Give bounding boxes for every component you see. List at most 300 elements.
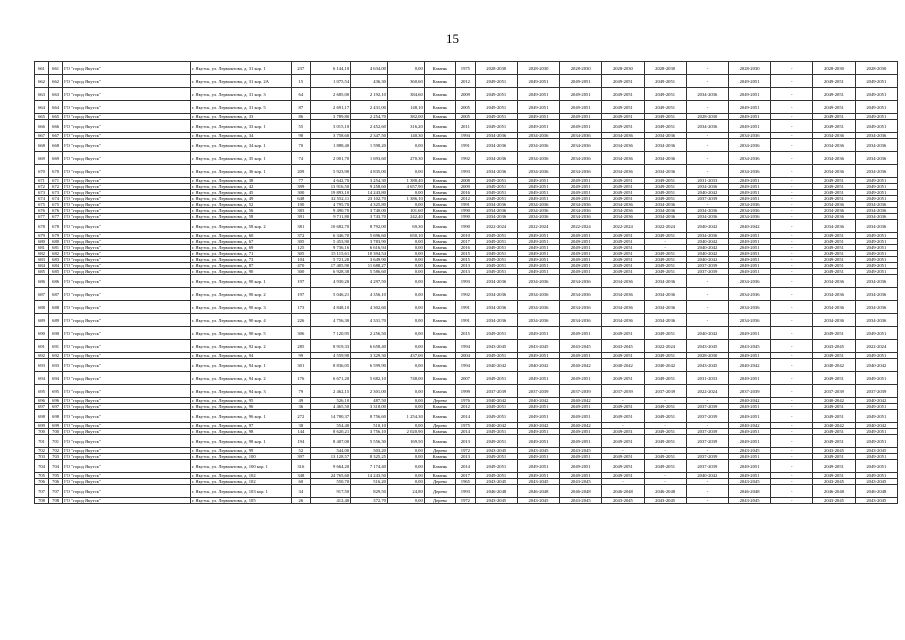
- table-cell: 2040-2042: [728, 359, 770, 372]
- table-cell: г. Якутск, ул. Лермонтова, д. 98 кор. 1: [190, 435, 291, 448]
- table-cell: 2049-2051: [475, 429, 517, 435]
- table-cell: 664: [35, 101, 49, 114]
- table-cell: 2049-2051: [855, 404, 897, 410]
- table-cell: 1991: [456, 314, 475, 327]
- table-cell: 8 836,05: [311, 359, 351, 372]
- table-cell: 2046-2048: [813, 485, 855, 498]
- table-cell: 2049-2051: [855, 353, 897, 359]
- table-cell: 24 765,60: [311, 473, 351, 479]
- table-cell: 2049-2051: [560, 372, 602, 385]
- table-cell: 695: [35, 385, 49, 398]
- table-cell: 197: [291, 288, 310, 301]
- table-cell: 2049-2051: [560, 460, 602, 473]
- table-cell: 2049-2051: [560, 473, 602, 479]
- table-cell: 0,00: [387, 139, 424, 152]
- table-cell: 69,30: [387, 220, 424, 233]
- table-cell: 2049-2051: [813, 184, 855, 190]
- table-cell: 2015: [456, 251, 475, 257]
- table-cell: 2043-2045: [855, 479, 897, 485]
- table-cell: 666: [49, 120, 63, 133]
- table-cell: 4 642,70: [311, 178, 351, 184]
- table-cell: 2049-2051: [813, 257, 855, 263]
- table-cell: ГО "город Якутск": [63, 372, 191, 385]
- table-cell: ГО "город Якутск": [63, 214, 191, 220]
- table-cell: 2034-2036: [517, 202, 559, 208]
- table-cell: 10 682,70: [311, 220, 351, 233]
- table-cell: 665: [49, 114, 63, 120]
- table-cell: 2049-2051: [560, 257, 602, 263]
- table-cell: 1992: [456, 152, 475, 165]
- table-cell: 2049-2051: [644, 251, 686, 257]
- table-cell: 2012: [456, 404, 475, 410]
- table-cell: 0,00: [387, 454, 424, 460]
- table-cell: ГО "город Якутск": [63, 359, 191, 372]
- table-cell: Камень: [424, 340, 455, 353]
- table-cell: -: [771, 398, 813, 404]
- table-cell: 104: [291, 257, 310, 263]
- table-cell: г. Якутск, ул. Лермонтова, д. 90 кор. 3: [190, 301, 291, 314]
- table-cell: 683: [49, 257, 63, 263]
- table-cell: 917,50: [311, 485, 351, 498]
- table-cell: 2049-2051: [644, 435, 686, 448]
- table-cell: -: [602, 448, 644, 454]
- table-cell: Камень: [424, 88, 455, 101]
- table-cell: 2043-2045: [728, 498, 770, 504]
- table-cell: 2034-2036: [517, 275, 559, 288]
- table-cell: 666: [35, 120, 49, 133]
- table-cell: 9 711,80: [311, 214, 351, 220]
- table-cell: 2049-2051: [517, 75, 559, 88]
- table-cell: 2034-2036: [686, 120, 728, 133]
- table-cell: 2034-2036: [644, 301, 686, 314]
- table-cell: 2034-2036: [644, 288, 686, 301]
- table-cell: 2011: [456, 120, 475, 133]
- table-cell: 2049-2051: [728, 233, 770, 239]
- table-cell: -: [771, 353, 813, 359]
- table-cell: 0,00: [387, 340, 424, 353]
- table-cell: г. Якутск, ул. Лермонтова, д. 98: [190, 429, 291, 435]
- table-cell: 2049-2051: [517, 101, 559, 114]
- table-cell: 2034-2036: [855, 202, 897, 208]
- table-cell: 384,60: [387, 88, 424, 101]
- table-row: [35, 88, 898, 101]
- table-cell: 2 347,50: [351, 133, 388, 139]
- table-cell: Камень: [424, 101, 455, 114]
- table-row: [35, 340, 898, 353]
- table-cell: -: [771, 133, 813, 139]
- table-cell: 2043-2045: [728, 448, 770, 454]
- table-cell: 2049-2051: [475, 460, 517, 473]
- table-cell: 2049-2051: [644, 120, 686, 133]
- table-cell: 2049-2051: [560, 190, 602, 196]
- table-cell: -: [771, 62, 813, 75]
- table-cell: 2 254,70: [351, 114, 388, 120]
- table-cell: 2037-2039: [475, 385, 517, 398]
- table-cell: 2049-2051: [602, 114, 644, 120]
- table-cell: 2040-2042: [686, 257, 728, 263]
- table-cell: 300: [291, 190, 310, 196]
- table-cell: 3 758,60: [311, 133, 351, 139]
- table-cell: 190: [291, 202, 310, 208]
- table-cell: Дерево: [424, 423, 455, 429]
- table-cell: 668: [49, 139, 63, 152]
- table-cell: ГО "город Якутск": [63, 239, 191, 245]
- table-cell: -: [686, 152, 728, 165]
- table-cell: 0,00: [387, 479, 424, 485]
- table-cell: 4 465,50: [311, 404, 351, 410]
- table-cell: -: [771, 340, 813, 353]
- table-cell: 685: [35, 269, 49, 275]
- table-cell: 676: [35, 208, 49, 214]
- table-cell: 2046-2048: [728, 485, 770, 498]
- table-cell: 2028-2030: [855, 62, 897, 75]
- table-cell: Камень: [424, 190, 455, 196]
- table-cell: 2049-2051: [475, 410, 517, 423]
- table-cell: 2034-2036: [517, 133, 559, 139]
- table-row: [35, 139, 898, 152]
- table-cell: 2046-2048: [560, 485, 602, 498]
- table-cell: Камень: [424, 269, 455, 275]
- table-cell: 2034-2036: [728, 301, 770, 314]
- table-cell: 2037-2039: [686, 429, 728, 435]
- table-cell: 2028-2030: [644, 62, 686, 75]
- table-cell: 696: [35, 398, 49, 404]
- table-cell: 2049-2051: [475, 269, 517, 275]
- table-cell: 2043-2045: [475, 340, 517, 353]
- table-cell: г. Якутск, ул. Лермонтова, д. 96: [190, 404, 291, 410]
- table-cell: 694: [35, 372, 49, 385]
- table-cell: -: [686, 301, 728, 314]
- table-cell: 674: [49, 196, 63, 202]
- table-cell: г. Якутск, ул. Лермонтова, д. 49: [190, 196, 291, 202]
- table-row: [35, 288, 898, 301]
- table-cell: 2015: [456, 257, 475, 263]
- table-cell: 242,40: [387, 214, 424, 220]
- table-cell: 1 075,54: [311, 75, 351, 88]
- table-cell: 2013: [456, 263, 475, 269]
- table-cell: 2034-2036: [855, 275, 897, 288]
- table-cell: 2049-2051: [644, 263, 686, 269]
- table-cell: 1990: [456, 214, 475, 220]
- table-cell: Камень: [424, 410, 455, 423]
- table-cell: ГО "город Якутск": [63, 114, 191, 120]
- table-cell: 2034-2036: [813, 220, 855, 233]
- table-cell: 2040-2042: [686, 220, 728, 233]
- table-cell: 15 115,61: [311, 251, 351, 257]
- table-row: [35, 498, 898, 504]
- table-row: [35, 410, 898, 423]
- table-cell: -: [771, 448, 813, 454]
- table-cell: 2049-2051: [728, 410, 770, 423]
- table-cell: -: [771, 120, 813, 133]
- table-cell: ГО "город Якутск": [63, 263, 191, 269]
- table-cell: 2034-2036: [644, 275, 686, 288]
- table-cell: ГО "город Якутск": [63, 429, 191, 435]
- table-cell: -: [771, 257, 813, 263]
- table-cell: 2049-2051: [602, 101, 644, 114]
- table-cell: 2034-2036: [560, 301, 602, 314]
- table-cell: 372,70: [351, 498, 388, 504]
- table-cell: 3 789,80: [311, 114, 351, 120]
- table-cell: 2049-2051: [644, 404, 686, 410]
- table-cell: 2034-2036: [475, 314, 517, 327]
- table-cell: 702: [35, 448, 49, 454]
- table-cell: 829,50: [351, 485, 388, 498]
- table-cell: г. Якутск, ул. Лермонтова, д. 97: [190, 423, 291, 429]
- table-cell: 2037-2039: [728, 385, 770, 398]
- table-cell: 2049-2051: [602, 75, 644, 88]
- table-cell: 226: [291, 314, 310, 327]
- table-cell: 2 256,50: [351, 327, 388, 340]
- table-cell: 544,00: [311, 448, 351, 454]
- table-cell: 684: [35, 263, 49, 269]
- table-cell: 665: [35, 114, 49, 120]
- table-cell: 1975: [456, 62, 475, 75]
- table-cell: -: [771, 498, 813, 504]
- table-cell: ГО "город Якутск": [63, 178, 191, 184]
- table-cell: 2049-2051: [644, 184, 686, 190]
- table-cell: 2049-2051: [855, 101, 897, 114]
- table-cell: 2034-2036: [560, 208, 602, 214]
- table-cell: 676: [49, 208, 63, 214]
- table-cell: 2049-2051: [517, 473, 559, 479]
- table-row: [35, 460, 898, 473]
- table-cell: 2049-2051: [813, 263, 855, 269]
- table-cell: 682: [49, 251, 63, 257]
- table-cell: 38: [291, 423, 310, 429]
- table-cell: Камень: [424, 429, 455, 435]
- table-cell: 2034-2036: [813, 139, 855, 152]
- table-cell: 2049-2051: [855, 75, 897, 88]
- table-cell: 4 795,70: [311, 202, 351, 208]
- table-cell: 2043-2045: [517, 448, 559, 454]
- table-cell: 2034-2036: [517, 214, 559, 220]
- table-cell: 5 556,30: [351, 435, 388, 448]
- table-cell: -: [771, 196, 813, 202]
- table-cell: 687: [49, 288, 63, 301]
- table-cell: 1990: [456, 208, 475, 214]
- table-cell: 1994: [456, 359, 475, 372]
- table-cell: ГО "город Якутск": [63, 288, 191, 301]
- table-cell: 2049-2051: [855, 460, 897, 473]
- table-cell: 348: [291, 473, 310, 479]
- table-cell: Камень: [424, 62, 455, 75]
- table-cell: 5 453,90: [311, 239, 351, 245]
- table-cell: г. Якутск, ул. Лермонтова, д. 103 кор. 1: [190, 485, 291, 498]
- table-cell: 437,00: [387, 353, 424, 359]
- table-cell: ГО "город Якутск": [63, 327, 191, 340]
- table-cell: -: [771, 301, 813, 314]
- table-cell: 2034-2036: [560, 139, 602, 152]
- table-cell: -: [771, 314, 813, 327]
- table-cell: г. Якутск, ул. Лермонтова, д. 42: [190, 184, 291, 190]
- table-cell: Камень: [424, 454, 455, 460]
- table-cell: 2034-2036: [475, 301, 517, 314]
- table-cell: 70: [291, 139, 310, 152]
- table-cell: Камень: [424, 473, 455, 479]
- table-cell: ГО "город Якутск": [63, 208, 191, 214]
- table-cell: -: [644, 398, 686, 404]
- table-cell: 13 128,57: [311, 454, 351, 460]
- table-cell: 2034-2036: [560, 133, 602, 139]
- table-cell: 2049-2051: [602, 473, 644, 479]
- table-cell: 2049-2051: [475, 454, 517, 460]
- table-cell: 2 691,17: [311, 101, 351, 114]
- table-cell: 0,00: [387, 301, 424, 314]
- table-cell: 0,00: [387, 190, 424, 196]
- table-cell: 688: [35, 301, 49, 314]
- table-cell: 0,00: [387, 314, 424, 327]
- table-cell: -: [771, 435, 813, 448]
- table-cell: -: [771, 139, 813, 152]
- table-cell: 2049-2051: [644, 269, 686, 275]
- table-cell: 2034-2036: [602, 202, 644, 208]
- table-cell: 699: [49, 423, 63, 429]
- table-cell: 2049-2051: [728, 435, 770, 448]
- table-cell: г. Якутск, ул. Лермонтова, д. 38: [190, 178, 291, 184]
- table-cell: -: [771, 485, 813, 498]
- table-cell: 2049-2051: [728, 190, 770, 196]
- table-cell: ГО "город Якутск": [63, 353, 191, 359]
- table-cell: г. Якутск, ул. Лермонтова, д. 102: [190, 473, 291, 479]
- table-cell: 197: [291, 275, 310, 288]
- table-cell: 2037-2039: [560, 385, 602, 398]
- table-cell: 2022-2024: [560, 220, 602, 233]
- table-cell: 697: [49, 404, 63, 410]
- table-cell: 2034-2036: [517, 314, 559, 327]
- table-cell: 2037-2039: [686, 263, 728, 269]
- table-cell: 686: [35, 275, 49, 288]
- table-cell: 2049-2051: [517, 460, 559, 473]
- table-cell: 2043-2045: [560, 498, 602, 504]
- table-cell: Камень: [424, 372, 455, 385]
- table-row: [35, 435, 898, 448]
- table-cell: 2049-2051: [813, 196, 855, 202]
- table-cell: 2049-2051: [602, 257, 644, 263]
- table-cell: 1994: [456, 340, 475, 353]
- table-row: [35, 275, 898, 288]
- table-cell: 2049-2051: [517, 184, 559, 190]
- table-cell: 681: [35, 245, 49, 251]
- table-cell: 2034-2036: [728, 275, 770, 288]
- table-cell: 2034-2036: [644, 214, 686, 220]
- table-cell: 2 020,90: [387, 429, 424, 435]
- table-cell: 3 254,30: [351, 178, 388, 184]
- table-cell: 677: [49, 214, 63, 220]
- table-cell: 6 144,10: [311, 62, 351, 75]
- table-cell: 0,00: [387, 251, 424, 257]
- table-cell: 6 599,90: [351, 359, 388, 372]
- table-cell: 678: [35, 220, 49, 233]
- table-cell: ГО "город Якутск": [63, 202, 191, 208]
- table-cell: 2049-2051: [855, 257, 897, 263]
- table-cell: -: [771, 114, 813, 120]
- table-cell: 5 682,10: [351, 372, 388, 385]
- table-cell: 2022-2024: [517, 220, 559, 233]
- table-cell: 0,00: [387, 404, 424, 410]
- table-cell: Камень: [424, 314, 455, 327]
- table-cell: 2016: [456, 245, 475, 251]
- table-cell: 1 386,10: [387, 196, 424, 202]
- table-cell: -: [686, 498, 728, 504]
- table-cell: 2 001,70: [311, 152, 351, 165]
- table-cell: 2049-2051: [560, 75, 602, 88]
- table-cell: 87: [291, 101, 310, 114]
- table-cell: 4 325,80: [351, 202, 388, 208]
- table-cell: -: [771, 184, 813, 190]
- table-cell: 2049-2051: [728, 429, 770, 435]
- table-cell: 2034-2036: [813, 152, 855, 165]
- table-cell: 1991: [456, 139, 475, 152]
- table-cell: г. Якутск, ул. Лермонтова, д. 34: [190, 133, 291, 139]
- table-cell: 2037-2039: [813, 385, 855, 398]
- table-cell: 672: [35, 184, 49, 190]
- table-cell: 2040-2042: [728, 423, 770, 429]
- table-cell: -: [771, 372, 813, 385]
- table-row: [35, 314, 898, 327]
- table-cell: 9 736,16: [311, 245, 351, 251]
- table-cell: 679: [35, 233, 49, 239]
- table-cell: 2043-2045: [855, 498, 897, 504]
- table-cell: 2049-2051: [475, 114, 517, 120]
- table-cell: 2043-2045: [517, 479, 559, 485]
- table-cell: 2034-2036: [560, 152, 602, 165]
- table-cell: 2022-2024: [475, 220, 517, 233]
- table-cell: -: [644, 423, 686, 429]
- table-cell: 6 928,38: [311, 269, 351, 275]
- table-cell: ГО "город Якутск": [63, 220, 191, 233]
- table-cell: г. Якутск, ул. Лермонтова, д. 45: [190, 190, 291, 196]
- table-cell: 667: [35, 133, 49, 139]
- table-cell: г. Якутск, ул. Лермонтова, д. 60: [190, 233, 291, 239]
- table-cell: 7 120,95: [311, 327, 351, 340]
- table-cell: 2049-2051: [517, 353, 559, 359]
- table-cell: 2037-2039: [602, 385, 644, 398]
- table-cell: -: [686, 101, 728, 114]
- table-row: [35, 359, 898, 372]
- table-cell: 516,20: [351, 479, 388, 485]
- table-cell: 1991: [456, 301, 475, 314]
- table-cell: 2049-2051: [602, 245, 644, 251]
- table-cell: 670: [35, 165, 49, 178]
- table-cell: 667: [49, 133, 63, 139]
- table-cell: ГО "город Якутск": [63, 184, 191, 190]
- table-cell: 1965: [456, 479, 475, 485]
- table-cell: 2049-2051: [560, 233, 602, 239]
- table-cell: 2043-2045: [560, 340, 602, 353]
- table-cell: 2049-2051: [728, 245, 770, 251]
- table-cell: 2031-2033: [686, 372, 728, 385]
- table-cell: 2049-2051: [813, 233, 855, 239]
- table-cell: Камень: [424, 257, 455, 263]
- table-cell: 2049-2051: [475, 88, 517, 101]
- table-cell: 2049-2051: [813, 239, 855, 245]
- table-cell: 2049-2051: [813, 429, 855, 435]
- table-cell: 4 848,10: [311, 301, 351, 314]
- table-cell: ГО "город Якутск": [63, 485, 191, 498]
- table-cell: 2049-2051: [644, 257, 686, 263]
- table-cell: 2049-2051: [560, 404, 602, 410]
- table-cell: -: [771, 251, 813, 257]
- table-cell: 2049-2051: [813, 460, 855, 473]
- table-cell: 2049-2051: [644, 88, 686, 101]
- table-cell: 748,00: [387, 372, 424, 385]
- table-cell: 2034-2036: [602, 133, 644, 139]
- table-cell: 2034-2036: [602, 139, 644, 152]
- table-cell: -: [771, 214, 813, 220]
- table-cell: 2049-2051: [855, 454, 897, 460]
- table-cell: 2014: [456, 429, 475, 435]
